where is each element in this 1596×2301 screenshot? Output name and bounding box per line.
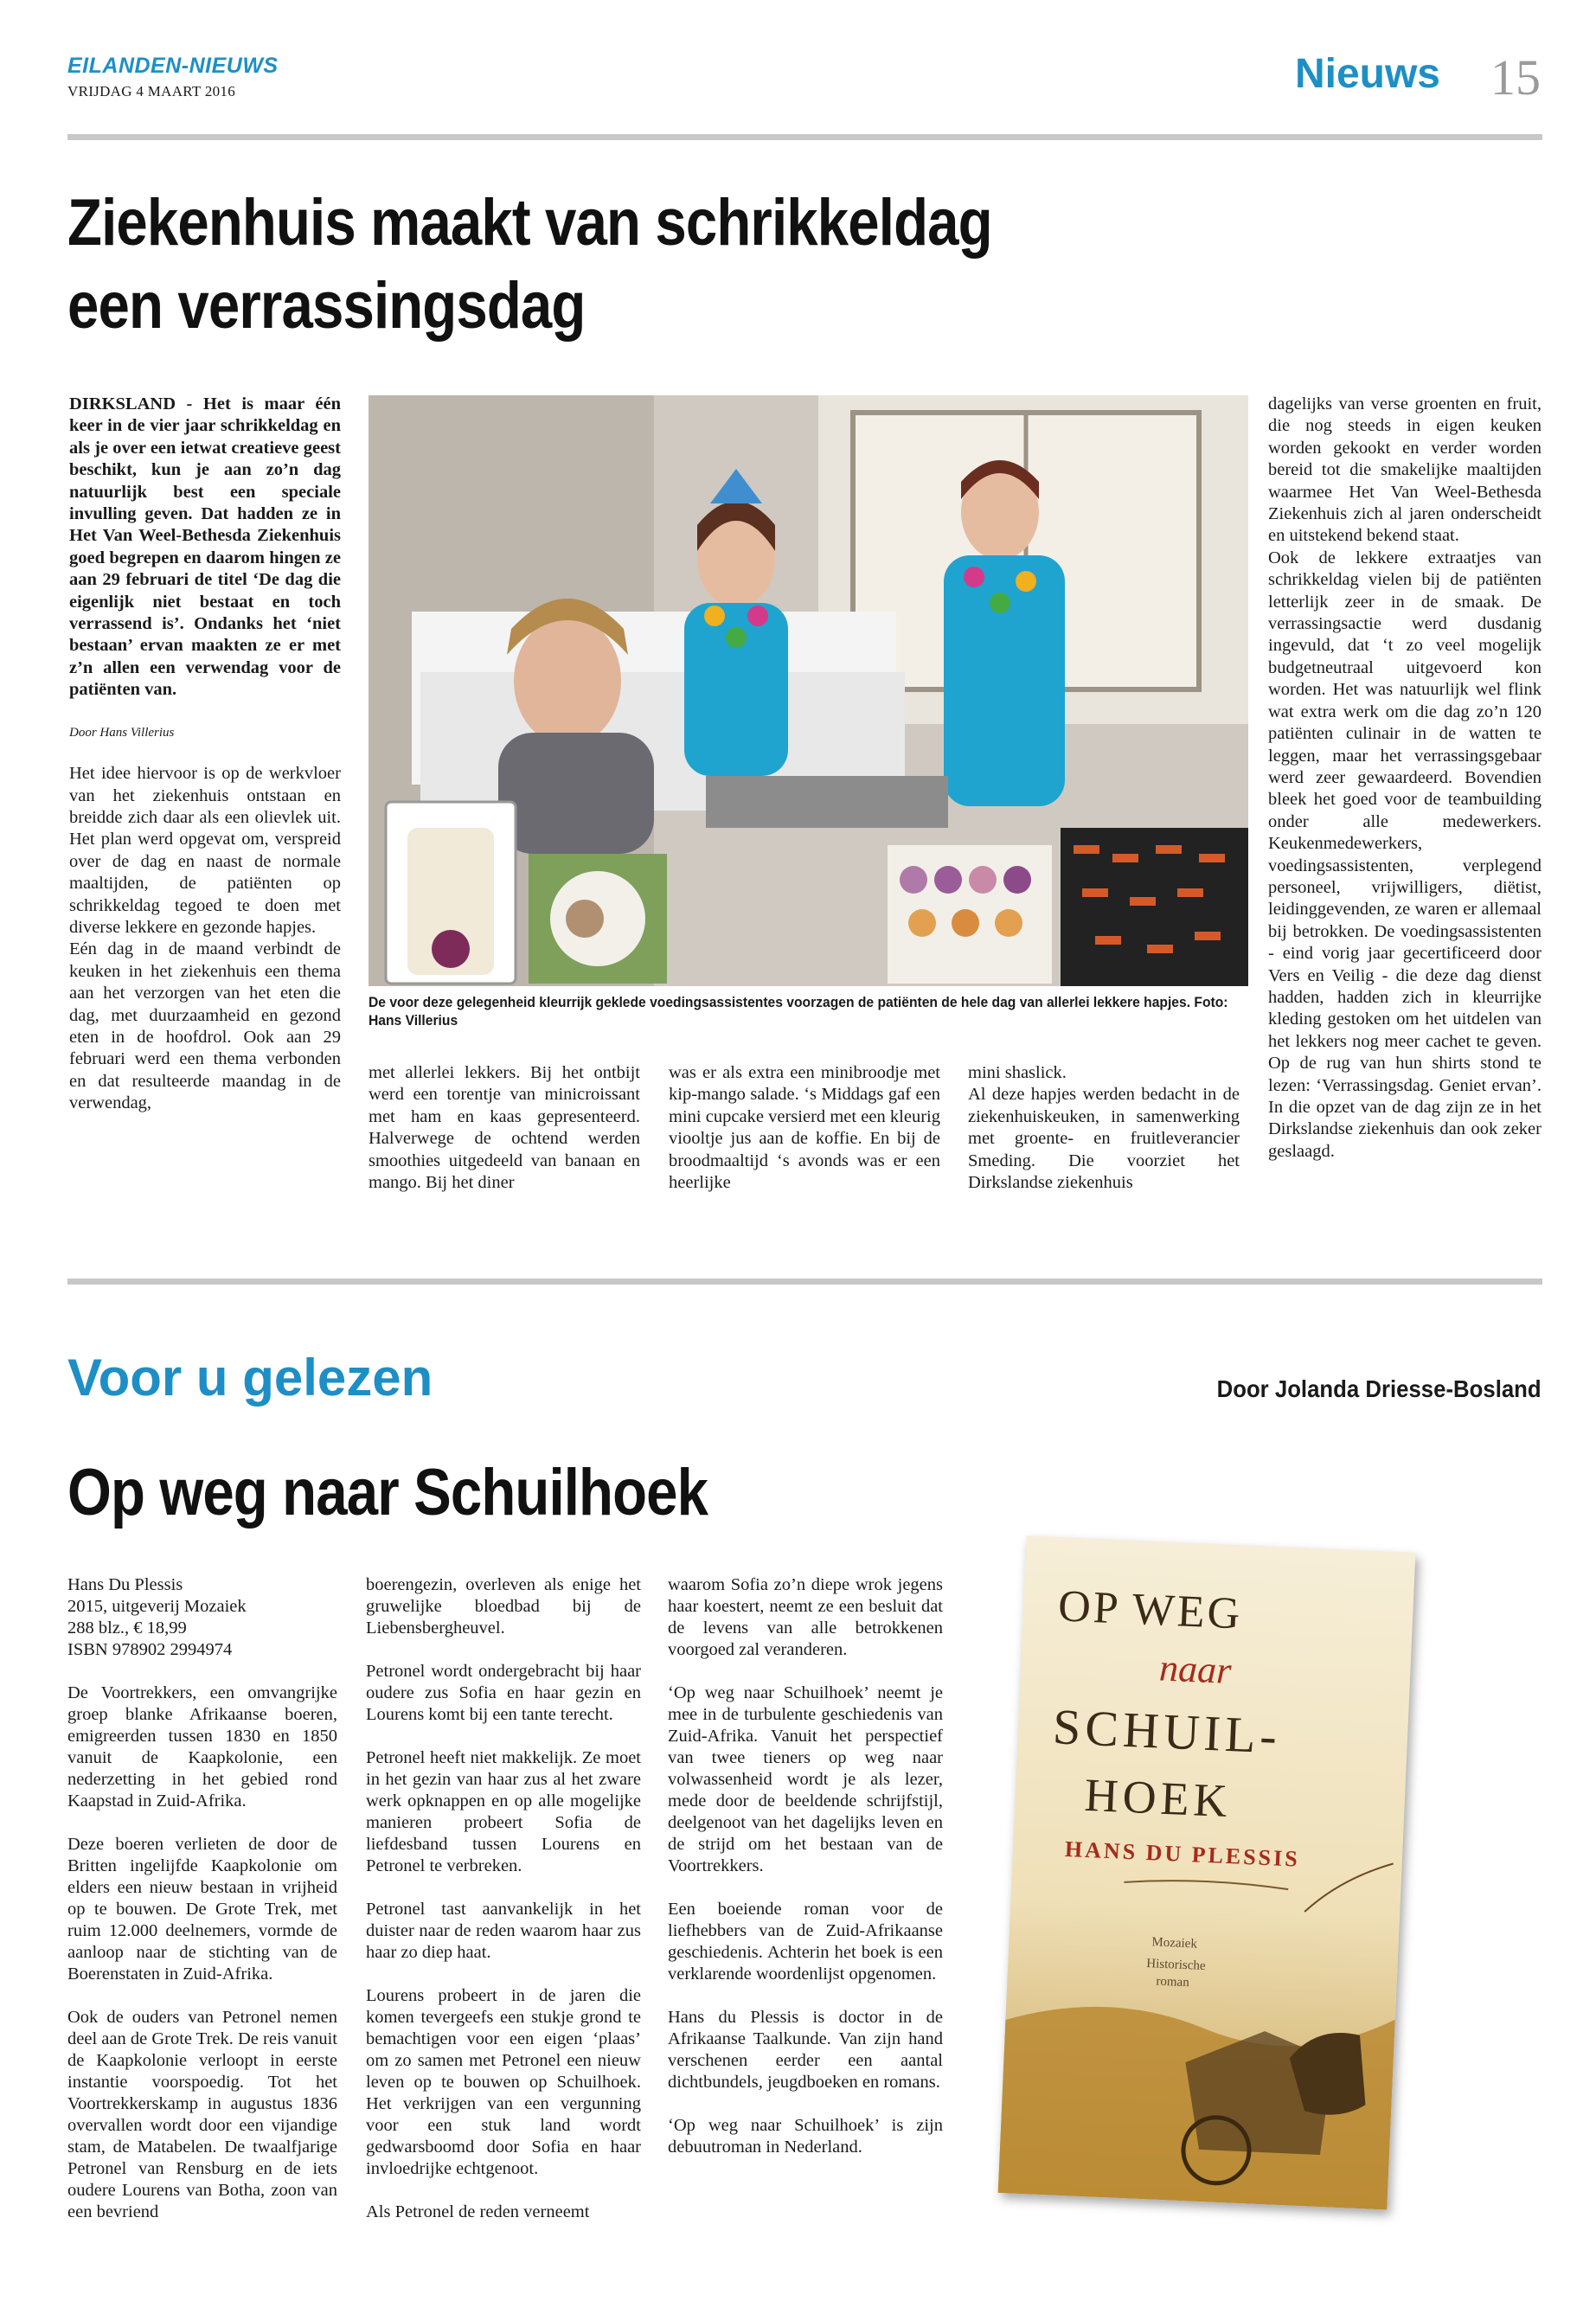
review-paragraph: ‘Op weg naar Schuilhoek’ is zijn debuutroman in Nederland. bbox=[668, 2116, 943, 2157]
book-info bbox=[67, 1574, 337, 1661]
book-publisher: Mozaiek bbox=[1151, 1935, 1198, 1952]
page-number: 15 bbox=[1490, 49, 1541, 106]
review-headline: Op weg naar Schuilhoek bbox=[67, 1456, 708, 1529]
article-paragraph: met allerlei lekkers. Bij het ontbijt werd een torentje van minicroissant met ham en kaas gepresenteerd. Halverwege de ochtend werden smoothies uitgedeeld van banaan en mango. Bij het diner bbox=[369, 1063, 640, 1193]
review-paragraph: Ook de ouders van Petronel nemen deel aan de Grote Trek. De reis vanuit de Kaapkolonie verloopt in eerste instantie voorspoedig. Tot het Voortrekkerskamp in augustus 1836 overvallen wordt door een vijandige stam, de Matabelen. De twaalfjarige Petronel van Rensburg en de iets oudere Lourens van Botha, zoon van een bevriend bbox=[67, 2008, 337, 2221]
review-column-3 bbox=[668, 1574, 943, 2180]
article-byline: Door Hans Villerius bbox=[69, 725, 175, 740]
article-column-1 bbox=[69, 394, 341, 1115]
review-paragraph: Petronel wordt ondergebracht bij haar oudere zus Sofia en haar gezin en Lourens komt bij een tante terecht. bbox=[366, 1662, 641, 1724]
book-title-naar: naar bbox=[1158, 1646, 1233, 1692]
article-paragraph: Eén dag in de maand verbindt de keuken in het ziekenhuis een thema aan het verzorgen van het eten die dag, met duurzaamheid en gezond eten in de hoofdrol. Ook aan 29 februari werd een thema verbonden en dat resulteerde maandag in de verwendag, bbox=[69, 939, 341, 1113]
article-paragraph: was er als extra een minibroodje met kip-mango salade. ‘s Middags gaf een mini cupcake versierd met een kleurig viooltje jus aan de koffie. En bij de broodmaaltijd ‘s avonds was er een heerlijke bbox=[669, 1063, 940, 1193]
article-paragraph: mini shaslick. bbox=[968, 1063, 1067, 1082]
review-paragraph: ‘Op weg naar Schuilhoek’ neemt je mee in de turbulente geschiedenis van Zuid-Afrika. Vanuit het perspectief van twee tieners op weg naar volwassenheid wordt je als lezer, mede door de beeldende schrijfstijl, deelgenoot van het dagelijks leven en de strijd om het bestaan van de Voortrekkers. bbox=[668, 1683, 943, 1875]
hospital-photo-illustration bbox=[369, 395, 1248, 986]
article-column-3 bbox=[669, 1062, 940, 1194]
review-paragraph: boerengezin, overleven als enige het gruwelijke bloedbad bij de Liebensbergheuvel. bbox=[366, 1575, 641, 1638]
article-paragraph: Het idee hiervoor is op de werkvloer van het ziekenhuis ontstaan en breidde zich daar als een olievlek uit. Het plan werd opgevat om, verspreid over de dag en naast de normale maaltijden, de patiënten op schrikkeldag tegoed te doen met diverse lekkere en gezonde hapjes. bbox=[69, 764, 341, 937]
review-paragraph: Lourens probeert in de jaren die komen tevergeefs een stukje grond te bemachtigen voor een eigen ‘plaas’ om zo samen met Petronel een nieuw leven op te bouwen op Schuilhoek. Het verkrijgen van een vergunning voor een stuk land wordt gedwarsboomd door Sofia en haar invloedrijke echtgenoot. bbox=[366, 1986, 641, 2178]
review-paragraph: De Voortrekkers, een omvangrijke groep blanke Afrikaanse boeren, emigreerden tussen 1830 en 1850 vanuit de Kaapkolonie, een nederzetting in het gebied rond Kaapstad in Zuid-Afrika. bbox=[67, 1683, 337, 1811]
article-headline-line1: Ziekenhuis maakt van schrikkeldag bbox=[67, 186, 992, 260]
review-author: Door Jolanda Driesse-Bosland bbox=[1216, 1375, 1542, 1402]
article-paragraph: Ook de lekkere extraatjes van schrikkeldag vielen bij de patiënten letterlijk zeer in de smaak. De verrassingsactie werd dusdanig ingevuld, dat ‘t zo veel mogelijk budgetneutraal uitgevoerd kon worden. Het was natuurlijk wel flink wat extra werk om die dag zo’n 120 patiënten culinair in de watten te leggen, maar het verrassingsgebaar werd zeer gewaardeerd. Bovendien bleek het goed voor de teambuilding onder alle medewerkers. Keukenmedewerkers, voedingsassistenten, verplegend personeel, vrijwilligers, diëtist, leidinggevenden, ze waren er allemaal bij betrokken. De voedingsassistenten - eind vorig jaar gecertificeerd door Vers en Veilig - die deze dag dienst hadden, hadden zich in kleurrijke kleding gestoken om het uitdelen van het lekkers nog meer cachet te geven. Op de rug van hun shirts stond te lezen: ‘Verrassingsdag. Geniet ervan’. In die opzet van de dag zijn ze in het Dirkslandse ziekenhuis dan ook zeker geslaagd. bbox=[1268, 548, 1542, 1161]
article-paragraph: dagelijks van verse groenten en fruit, die nog steeds in eigen keuken worden gekookt en verder worden bereid tot die smakelijke maaltijden waarmee Het Van Weel-Bethesda Ziekenhuis zich al jaren onderscheidt en uitstekend bekend staat. bbox=[1268, 394, 1542, 546]
section-divider bbox=[67, 1279, 1542, 1285]
header-divider bbox=[67, 134, 1542, 140]
book-title-op-weg: OP WEG bbox=[1057, 1581, 1244, 1639]
article-column-2 bbox=[369, 1062, 640, 1194]
review-section-title: Voor u gelezen bbox=[67, 1349, 433, 1407]
review-paragraph: Petronel heeft niet makkelijk. Ze moet in het gezin van haar zus al het zware werk opknappen en op alle mogelijke manieren probeert Sofia de liefdesband tussen Lourens en Petronel te verbreken. bbox=[366, 1748, 641, 1875]
review-paragraph: waarom Sofia zo’n diepe wrok jegens haar koestert, neemt ze een besluit dat de levens van alle betrokkenen voorgoed zal veranderen. bbox=[668, 1575, 943, 1659]
book-author: HANS DU PLESSIS bbox=[1064, 1836, 1301, 1872]
article-column-4 bbox=[968, 1062, 1240, 1194]
book-info-line: 288 blz., € 18,99 bbox=[67, 1618, 187, 1638]
review-column-2 bbox=[366, 1574, 641, 2245]
book-info-line: 2015, uitgeverij Mozaiek bbox=[67, 1597, 247, 1616]
review-paragraph: Petronel tast aanvankelijk in het duister naar de reden waarom haar zus haar zo diep haat. bbox=[366, 1900, 641, 1962]
issue-date: VRIJDAG 4 MAART 2016 bbox=[67, 83, 236, 99]
book-info-line: ISBN 978902 2994974 bbox=[67, 1640, 233, 1659]
article-column-5 bbox=[1268, 394, 1542, 1163]
article-paragraph: Al deze hapjes werden bedacht in de ziekenhuiskeuken, in samenwerking met groente- en fruitleverancier Smeding. Die voorziet het Dirkslandse ziekenhuis bbox=[968, 1085, 1240, 1193]
article-headline-line2: een verrassingsdag bbox=[67, 269, 586, 343]
book-genre-line1: Historische bbox=[1146, 1957, 1206, 1974]
masthead-logo: EILANDEN-NIEUWS bbox=[67, 54, 279, 78]
review-column-1 bbox=[67, 1574, 337, 2245]
article-lead: DIRKSLAND - Het is maar één keer in de vier jaar schrikkeldag en als je over een ietwat creatieve geest beschikt, kun je aan zo’n dag natuurlijk best een speciale invulling geven. Dat hadden ze in Het Van Weel-Bethesda Ziekenhuis goed begrepen en daarom hingen ze aan 29 februari de titel ‘De dag die eigenlijk niet bestaat en toch verrassend is’. Ondanks het ‘niet bestaan’ ervan maakten ze er met z’n allen een verwendag voor de patiënten van. bbox=[69, 394, 341, 700]
book-cover bbox=[998, 1536, 1416, 2210]
hospital-photo bbox=[369, 395, 1248, 986]
review-paragraph: Hans du Plessis is doctor in de Afrikaanse Taalkunde. Van zijn hand verschenen eerder een aantal dichtbundels, jeugdboeken en romans. bbox=[668, 2008, 943, 2092]
book-genre-line2: roman bbox=[1156, 1974, 1190, 1990]
photo-caption: De voor deze gelegenheid kleurrijk geklede voedingsassistentes voorzagen de patiënten de hele dag van allerlei lekkere hapjes. Foto: Hans Villerius bbox=[369, 994, 1228, 1029]
review-paragraph: Deze boeren verlieten de door de Britten ingelijfde Kaapkolonie om elders een nieuw bestaan in vrijheid op te bouwen. De Grote Trek, met ruim 12.000 deelnemers, vormde de aanloop naar de stichting van de Boerenstaten in Zuid-Afrika. bbox=[67, 1835, 337, 1984]
book-title-hoek: HOEK bbox=[1083, 1768, 1233, 1828]
book-info-line: Hans Du Plessis bbox=[67, 1575, 183, 1594]
review-paragraph: Als Petronel de reden verneemt bbox=[366, 2202, 590, 2221]
review-paragraph: Een boeiende roman voor de liefhebbers van de Zuid-Afrikaanse geschiedenis. Achterin het boek is een verklarende woordenlijst opgenomen. bbox=[668, 1900, 943, 1984]
section-label: Nieuws bbox=[1294, 51, 1440, 97]
book-title-schuil: SCHUIL- bbox=[1051, 1698, 1283, 1765]
